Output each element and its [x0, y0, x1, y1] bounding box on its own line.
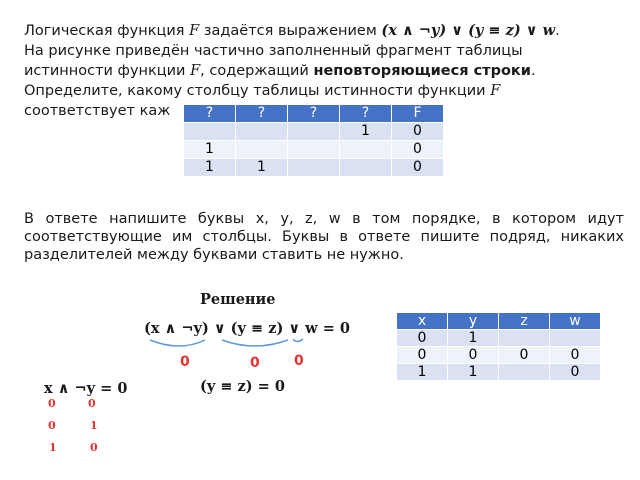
table1-cell: 0 [392, 141, 444, 159]
table1-header: ? [340, 105, 392, 123]
table2-header: x [397, 313, 448, 330]
table1-cell [288, 141, 340, 159]
table2-cell [499, 364, 550, 381]
table1-cell: 0 [392, 159, 444, 177]
table2-cell [550, 330, 601, 347]
table1-cell: 1 [184, 159, 236, 177]
table1-row [184, 123, 444, 141]
table1-cell [236, 141, 288, 159]
line3-bold: неповторяющиеся строки [313, 63, 531, 79]
table1-cell [288, 159, 340, 177]
truth-table-fragment [183, 104, 444, 177]
table2-cell: 0 [397, 330, 448, 347]
solution-title: Решение [200, 291, 276, 308]
line1-text-b: задаётся выражением [199, 23, 382, 39]
problem-line-4 [24, 82, 500, 100]
table2-cell: 1 [397, 364, 448, 381]
xy-value: 1 [90, 419, 98, 432]
xy-value: 0 [48, 419, 56, 432]
table2-header-row [397, 313, 601, 330]
table2-cell: 0 [448, 347, 499, 364]
table1-cell [184, 123, 236, 141]
table1-row [184, 141, 444, 159]
table1-cell [288, 123, 340, 141]
problem-line-3 [24, 62, 536, 80]
xy-value: 0 [48, 397, 56, 410]
table1-header-row [184, 105, 444, 123]
answer-instructions: В ответе напишите буквы x, y, z, w в том порядке, в котором идут соответствующие им столбцы. Буквы в ответе пишите подряд, никаких разделителей между буквами ставить не нужно. [24, 211, 624, 263]
table2-row [397, 364, 601, 381]
xy-value: 1 [49, 441, 57, 454]
zero-label: 0 [180, 354, 190, 370]
line1-text-a: Логическая функция [24, 23, 190, 39]
table2-header: z [499, 313, 550, 330]
table1-header: ? [288, 105, 340, 123]
problem-line-5: соответствует каж [24, 103, 171, 119]
line3-text-a: истинности функции [24, 63, 191, 79]
table1-cell: 1 [340, 123, 392, 141]
line1-text-c: . [555, 23, 560, 39]
table2-header: y [448, 313, 499, 330]
table1-cell [236, 123, 288, 141]
table1-cell [340, 141, 392, 159]
line3-text-b: , содержащий [200, 63, 314, 79]
table2-cell-highlighted: 1 [448, 330, 499, 347]
problem-line-1 [24, 22, 560, 40]
sub-expression-equiv: (y ≡ z) = 0 [200, 378, 285, 395]
function-expression: (x ∧ ¬y) ∨ (y ≡ z) ∨ w [381, 22, 556, 39]
solution-table [396, 312, 601, 381]
table1-cell: 1 [236, 159, 288, 177]
table2-cell: 0 [550, 364, 601, 381]
function-f-3: F [490, 83, 501, 99]
table1-cell [340, 159, 392, 177]
table1-cell: 1 [184, 141, 236, 159]
function-f: F [189, 23, 200, 39]
table2-cell: 0 [397, 347, 448, 364]
table2-cell: 1 [448, 364, 499, 381]
table1-cell: 0 [392, 123, 444, 141]
table2-row [397, 347, 601, 364]
arc-2 [222, 340, 288, 346]
table2-cell: 0 [499, 347, 550, 364]
line4-text-a: Определите, какому столбцу таблицы истинности функции [24, 83, 491, 99]
table1-header: ? [184, 105, 236, 123]
table2-header: w [550, 313, 601, 330]
zero-label: 0 [250, 355, 260, 371]
function-f-2: F [190, 63, 201, 79]
table2-cell: 0 [550, 347, 601, 364]
xy-value: 0 [90, 441, 98, 454]
xy-value: 0 [88, 397, 96, 410]
table1-row [184, 159, 444, 177]
solution-main-expression: (x ∧ ¬y) ∨ (y ≡ z) ∨ w = 0 [144, 320, 350, 337]
table1-header: ? [236, 105, 288, 123]
zero-label: 0 [294, 353, 304, 369]
line3-text-c: . [530, 63, 536, 79]
arc-3 [293, 339, 303, 342]
table2-row [397, 330, 601, 347]
problem-line-2: На рисунке приведён частично заполненный фрагмент таблицы [24, 43, 523, 59]
arc-1 [150, 340, 205, 346]
sub-expression-and: x ∧ ¬y = 0 [44, 380, 128, 397]
table2-cell [499, 330, 550, 347]
table1-header: F [392, 105, 444, 123]
